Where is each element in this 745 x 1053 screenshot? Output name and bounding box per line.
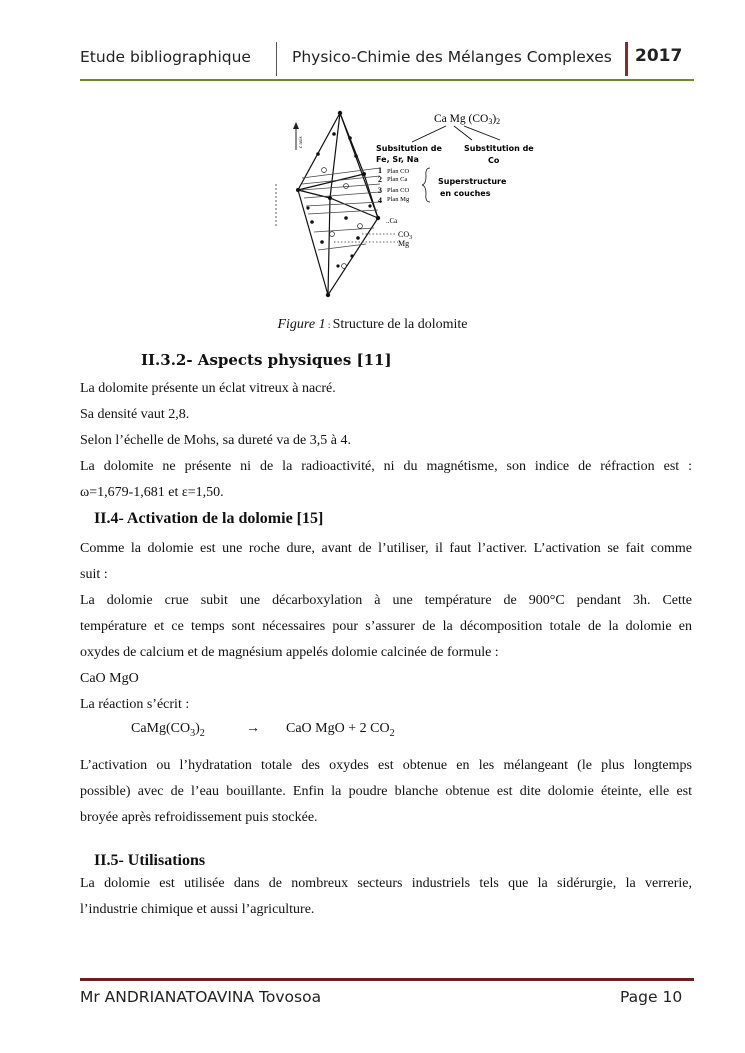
text-line: Sa densité vaut 2,8. <box>80 407 190 422</box>
text-line: La réaction s’écrit : <box>80 697 190 712</box>
text-line: oxydes de calcium et de magnésium appelés dolomie calcinée de formule : <box>80 645 499 660</box>
text-line: broyée après refroidissement puis stockée. <box>80 810 318 825</box>
caption-colon: : <box>325 320 333 330</box>
formula-label: Ca Mg (CO3)2 <box>434 113 501 126</box>
subst-right-line1: Substitution de <box>464 144 534 153</box>
superstructure-line2: en couches <box>440 189 491 198</box>
header-title: Physico-Chimie des Mélanges Complexes <box>292 48 612 66</box>
equation-reactant: $CaMg(CO_3)_2$ <box>131 721 205 739</box>
footer-author: Mr ANDRIANATOAVINA Tovosoa <box>80 988 322 1006</box>
text-line: l’industrie chimique et aussi l’agriculture. <box>80 902 315 917</box>
text-line: Selon l’échelle de Mohs, sa dureté va de 3,5 à 4. <box>80 433 351 448</box>
axis-label: c axis <box>299 136 304 148</box>
c-axis-indicator <box>276 122 304 228</box>
paragraph-aspects-physiques <box>80 376 692 506</box>
subst-left-line2: Fe, Sr, Na <box>376 155 419 164</box>
text-line: La dolomie crue subit une décarboxylation à une température de 900°C pendant 3h. Cette <box>80 593 692 608</box>
legend-co3: $CO_3$ <box>398 230 413 241</box>
superstructure-line1: Superstructure <box>438 177 507 186</box>
text-line: L’activation ou l’hydratation totale des oxydes est obtenue en les mélangeant (le plus longtemps <box>80 758 692 773</box>
text-line: suit : <box>80 567 108 582</box>
text-line: Comme la dolomie est une roche dure, avant de l’utiliser, il faut l’activer. L’activation se fait comme <box>80 541 692 556</box>
equation-arrow: → <box>246 721 260 736</box>
plan-labels <box>387 168 410 203</box>
subst-right-line2: Co <box>488 156 500 165</box>
footer-rule <box>80 978 694 981</box>
svg-text:4: 4 <box>378 196 382 205</box>
page-header <box>80 42 694 80</box>
header-year-separator <box>625 42 628 76</box>
text-line: ω=1,679-1,681 et ε=1,50. <box>80 485 224 500</box>
plan-numbers <box>378 166 382 205</box>
layer-planes <box>302 168 380 250</box>
paragraph-utilisations <box>80 871 692 923</box>
subst-left-line1: Subsitution de <box>376 144 442 153</box>
svg-text:3: 3 <box>378 186 382 195</box>
svg-text:2: 2 <box>378 175 382 184</box>
paragraph-activation <box>80 536 692 718</box>
header-chapter: Etude bibliographique <box>80 48 251 66</box>
text-line: possible) avec de l’eau bouillante. Enfin la poudre blanche obtenue est dite dolomie éteinte, elle est <box>80 784 692 799</box>
layer-brace <box>422 168 430 202</box>
heading-activation: II.4- Activation de la dolomie [15] <box>94 510 324 527</box>
svg-text:Plan CO: Plan CO <box>387 168 410 175</box>
text-line: température et ce temps sont nécessaires pour s’assurer de la décomposition totale de la dolomie en <box>80 619 692 634</box>
text-line: La dolomite présente un éclat vitreux à nacré. <box>80 381 336 396</box>
formula-leaders <box>412 126 500 142</box>
legend-leaders <box>334 234 398 242</box>
legend-ca: ..Ca <box>386 217 398 225</box>
caption-figure-label: Figure 1 <box>277 317 326 332</box>
footer-page-number: Page 10 <box>620 988 683 1006</box>
heading-aspects-physiques: II.3.2- Aspects physiques [11] <box>141 351 392 369</box>
formula-calcined: CaO MgO <box>80 671 139 686</box>
text-line: La dolomite ne présente ni de la radioactivité, ni du magnétisme, son indice de réfraction est : <box>80 459 692 474</box>
dolomite-structure-figure <box>268 110 548 308</box>
equation-product: CaO MgO + 2 $CO_2$ <box>286 721 395 739</box>
svg-text:1: 1 <box>378 166 382 175</box>
header-year: 2017 <box>635 46 683 66</box>
heading-utilisations: II.5- Utilisations <box>94 852 206 869</box>
caption-text: Structure de la dolomite <box>332 317 468 332</box>
text-line: La dolomie est utilisée dans de nombreux secteurs industriels tels que la sidérurgie, la verrerie, <box>80 876 692 891</box>
figure-caption <box>0 317 745 333</box>
svg-text:Plan CO: Plan CO <box>387 187 410 194</box>
header-separator <box>276 42 277 76</box>
header-rule <box>80 79 694 81</box>
svg-text:Plan Ca: Plan Ca <box>387 176 408 183</box>
paragraph-hydration <box>80 753 692 831</box>
svg-text:Plan Mg: Plan Mg <box>387 196 410 203</box>
legend-mg: Mg <box>398 239 410 248</box>
